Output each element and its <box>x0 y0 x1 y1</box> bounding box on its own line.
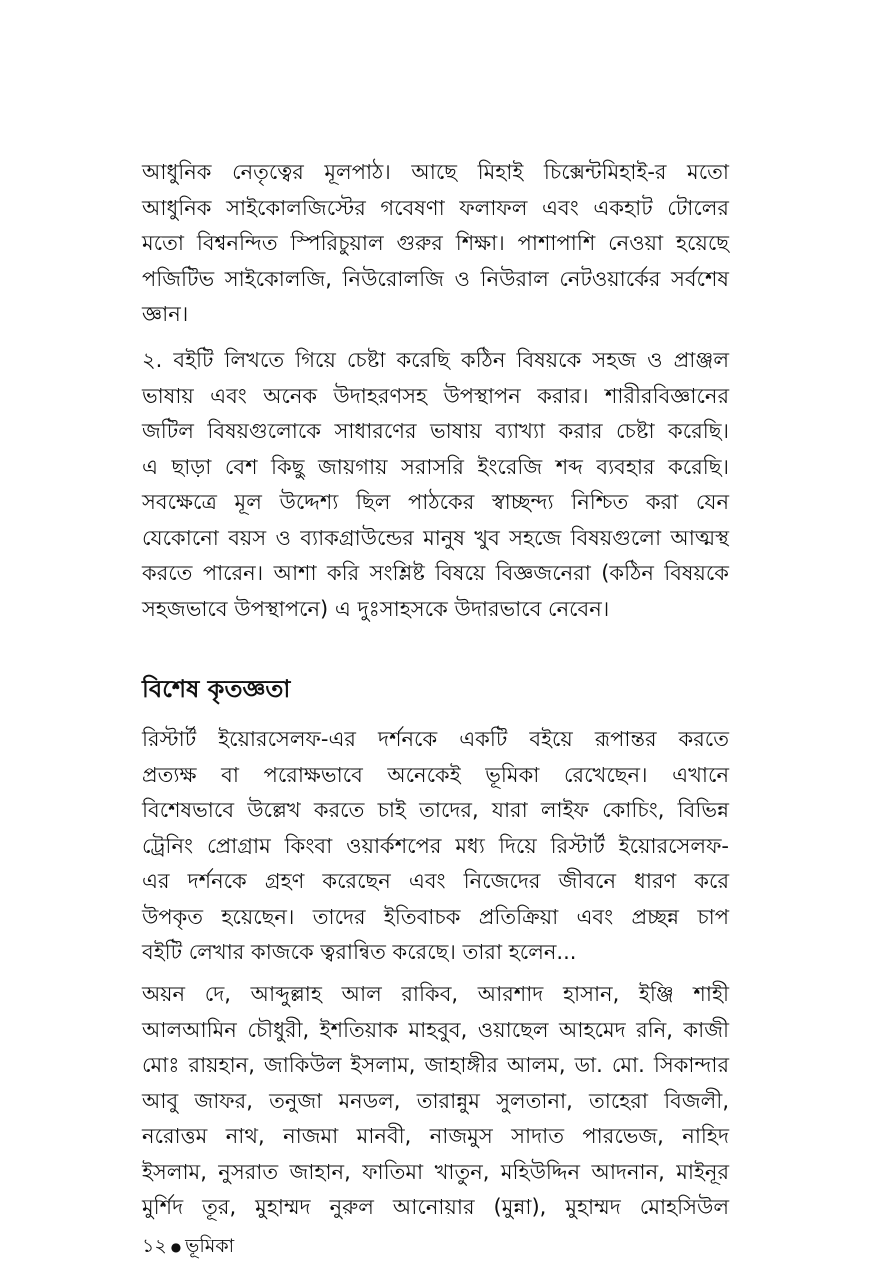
text-line: রিস্টার্ট ইয়োরসেলফ-এর দর্শনকে একটি বইয়ে রূপান্তর করতে <box>142 727 729 751</box>
text-line: আলআমিন চৌধুরী, ইশতিয়াক মাহবুব, ওয়াছেল আহমেদ রনি, কাজী <box>142 1017 729 1042</box>
text-line: ২. বইটি লিখতে গিয়ে চেষ্টা করেছি কঠিন বিষয়কে সহজ ও প্রাঞ্জল <box>142 348 729 372</box>
text-line: ইসলাম, নুসরাত জাহান, ফাতিমা খাতুন, মহিউদ্দিন আদনান, মাইনূর <box>142 1159 729 1184</box>
text-line: আধুনিক নেতৃত্বের মূলপাঠ। আছে মিহাই চিক্সেন্টমিহাই-র মতো <box>142 160 729 184</box>
text-line: উপকৃত হয়েছেন। তাদের ইতিবাচক প্রতিক্রিয়া এবং প্রচ্ছন্ন চাপ <box>142 904 729 929</box>
text-line: সবক্ষেত্রে মূল উদ্দেশ্য ছিল পাঠকের স্বাচ্ছন্দ্য নিশ্চিত করা যেন <box>142 490 729 514</box>
text-line: মোঃ রায়হান, জাকিউল ইসলাম, জাহাঙ্গীর আলম, ডা. মো. সিকান্দার <box>142 1053 729 1077</box>
text-line: বিশেষভাবে উল্লেখ করতে চাই তাদের, যারা লাইফ কোচিং, বিভিন্ন <box>142 798 729 822</box>
text-line: নরোত্তম নাথ, নাজমা মানবী, নাজমুস সাদাত পারভেজ, নাহিদ <box>142 1124 729 1148</box>
page-number: ১২ <box>142 1235 167 1257</box>
text-line: জটিল বিষয়গুলোকে সাধারণের ভাষায় ব্যাখ্যা করার চেষ্টা করেছি। <box>142 419 729 443</box>
text-line: মতো বিশ্বনন্দিত স্পিরিচুয়াল গুরুর শিক্ষা। পাশাপাশি নেওয়া হয়েছে <box>142 231 729 255</box>
page-footer <box>142 1234 234 1259</box>
text-line: সহজভাবে উপস্থাপনে) এ দুঃসাহসকে উদারভাবে নেবেন। <box>142 596 610 621</box>
text-line: এ ছাড়া বেশ কিছু জায়গায় সরাসরি ইংরেজি শব্দ ব্যবহার করেছি। <box>142 454 729 479</box>
text-line: বইটি লেখার কাজকে ত্বরান্বিত করেছে। তারা হলেন... <box>142 940 577 964</box>
text-line: জ্ঞান। <box>142 302 189 326</box>
section-name: ভূমিকা <box>185 1235 235 1257</box>
text-line: আবু জাফর, তনুজা মনডল, তারান্নুম সুলতানা, তাহেরা বিজলী, <box>142 1088 729 1113</box>
paragraph-1 <box>142 155 729 333</box>
section-heading: বিশেষ কৃতজ্ঞতা <box>142 675 291 703</box>
text-line: পজিটিভ সাইকোলজি, নিউরোলজি ও নিউরাল নেটওয়ার্কের সর্বশেষ <box>142 266 729 291</box>
text-line: এর দর্শনকে গ্রহণ করেছেন এবং নিজেদের জীবনে ধারণ করে <box>142 869 729 893</box>
text-line: যেকোনো বয়স ও ব্যাকগ্রাউন্ডের মানুষ খুব সহজে বিষয়গুলো আত্মস্থ <box>142 525 729 550</box>
text-line: আধুনিক সাইকোলজিস্টের গবেষণা ফলাফল এবং একহাট টোলের <box>142 195 729 220</box>
text-line: করতে পারেন। আশা করি সংশ্লিষ্ট বিষয়ে বিজ্ঞজনেরা (কঠিন বিষয়কে <box>142 561 729 585</box>
text-line: প্রত্যক্ষ বা পরোক্ষভাবে অনেকেই ভূমিকা রেখেছেন। এখানে <box>142 762 729 787</box>
text-line: ট্রেনিং প্রোগ্রাম কিংবা ওয়ার্কশপের মধ্য দিয়ে রিস্টার্ট ইয়োরসেলফ- <box>142 833 729 858</box>
paragraph-4 <box>142 977 729 1226</box>
text-line: মুর্শিদ তূর, মুহাম্মদ নুরুল আনোয়ার (মুন্না), মুহাম্মদ মোহসিউল <box>142 1195 729 1219</box>
text-line: অয়ন দে, আব্দুল্লাহ আল রাকিব, আরশাদ হাসান, ইঞ্জি শাহী <box>142 982 729 1006</box>
bullet-icon: ● <box>170 1239 182 1254</box>
paragraph-2 <box>142 343 729 627</box>
paragraph-3 <box>142 722 729 971</box>
text-line: ভাষায় এবং অনেক উদাহরণসহ উপস্থাপন করার। শারীরবিজ্ঞানের <box>142 383 729 408</box>
